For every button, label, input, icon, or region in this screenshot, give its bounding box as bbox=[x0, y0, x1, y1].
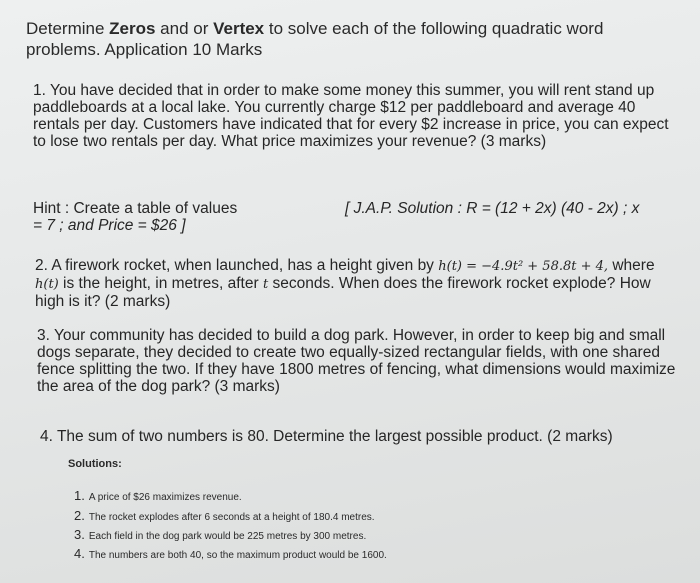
jap-solution: [ J.A.P. Solution : R = (12 + 2x) (40 - 2x) ; x bbox=[345, 200, 640, 217]
hint-line-2: = 7 ; and Price = $26 ] bbox=[33, 217, 186, 234]
solution-text: The numbers are both 40, so the maximum product would be 1600. bbox=[88, 550, 387, 561]
solution-text: The rocket explodes after 6 seconds at a height of 180.4 metres. bbox=[88, 512, 375, 523]
solution-text: A price of $26 maximizes revenue. bbox=[88, 492, 242, 503]
title-part3: to solve each of the following quadratic word problems. Application 10 Marks bbox=[26, 19, 604, 59]
solution-number: 2. bbox=[74, 508, 85, 523]
q2-text-3: is the height, in metres, after bbox=[58, 275, 263, 292]
q2-text-4: seconds. When does the firework rocket explode? How high is it? (2 marks) bbox=[35, 275, 651, 310]
solutions-heading: Solutions: bbox=[68, 458, 122, 470]
solution-text: Each field in the dog park would be 225 metres by 300 metres. bbox=[88, 531, 367, 542]
title-part1: Determine bbox=[26, 19, 110, 38]
worksheet-title bbox=[26, 18, 666, 60]
q2-text-1: 2. A firework rocket, when launched, has a height given by bbox=[35, 257, 439, 274]
hint bbox=[33, 200, 313, 234]
hint-line-1: Hint : Create a table of values bbox=[33, 200, 238, 217]
question-1: 1. You have decided that in order to make some money this summer, you will rent stand up paddleboards at a local lake. You currently charge $12 per paddleboard and average 40 rentals per day. Customers have indicated that for every $2 increase in price, you can expect to lose two rentals per day. What price maximizes your revenue? (3 marks) bbox=[33, 82, 669, 150]
solution-number: 3. bbox=[74, 527, 85, 542]
title-zeros: Zeros bbox=[109, 19, 156, 38]
title-vertex: Vertex bbox=[213, 19, 265, 38]
question-2 bbox=[35, 257, 665, 310]
solution-number: 4. bbox=[74, 546, 85, 561]
solution-number: 1. bbox=[74, 488, 85, 503]
solution-item bbox=[74, 527, 366, 542]
solution-item bbox=[74, 508, 375, 523]
question-3: 3. Your community has decided to build a dog park. However, in order to keep big and small dogs separate, they decided to create two equally-sized rectangular fields, with one shared fence splitting the two. If they have 1800 metres of fencing, what dimensions would maximize the area of the dog park? (3 marks) bbox=[37, 327, 676, 395]
title-part2: and or bbox=[155, 19, 214, 38]
q2-ht: h(t) bbox=[35, 277, 59, 292]
solution-item bbox=[74, 546, 387, 561]
q2-t: t bbox=[262, 277, 269, 292]
solution-item bbox=[74, 488, 242, 503]
question-4: 4. The sum of two numbers is 80. Determine the largest possible product. (2 marks) bbox=[40, 428, 613, 445]
q2-text-2: where bbox=[612, 257, 655, 274]
q2-formula: h(t) = −4.9t² + 58.8t + 4, bbox=[438, 259, 609, 274]
